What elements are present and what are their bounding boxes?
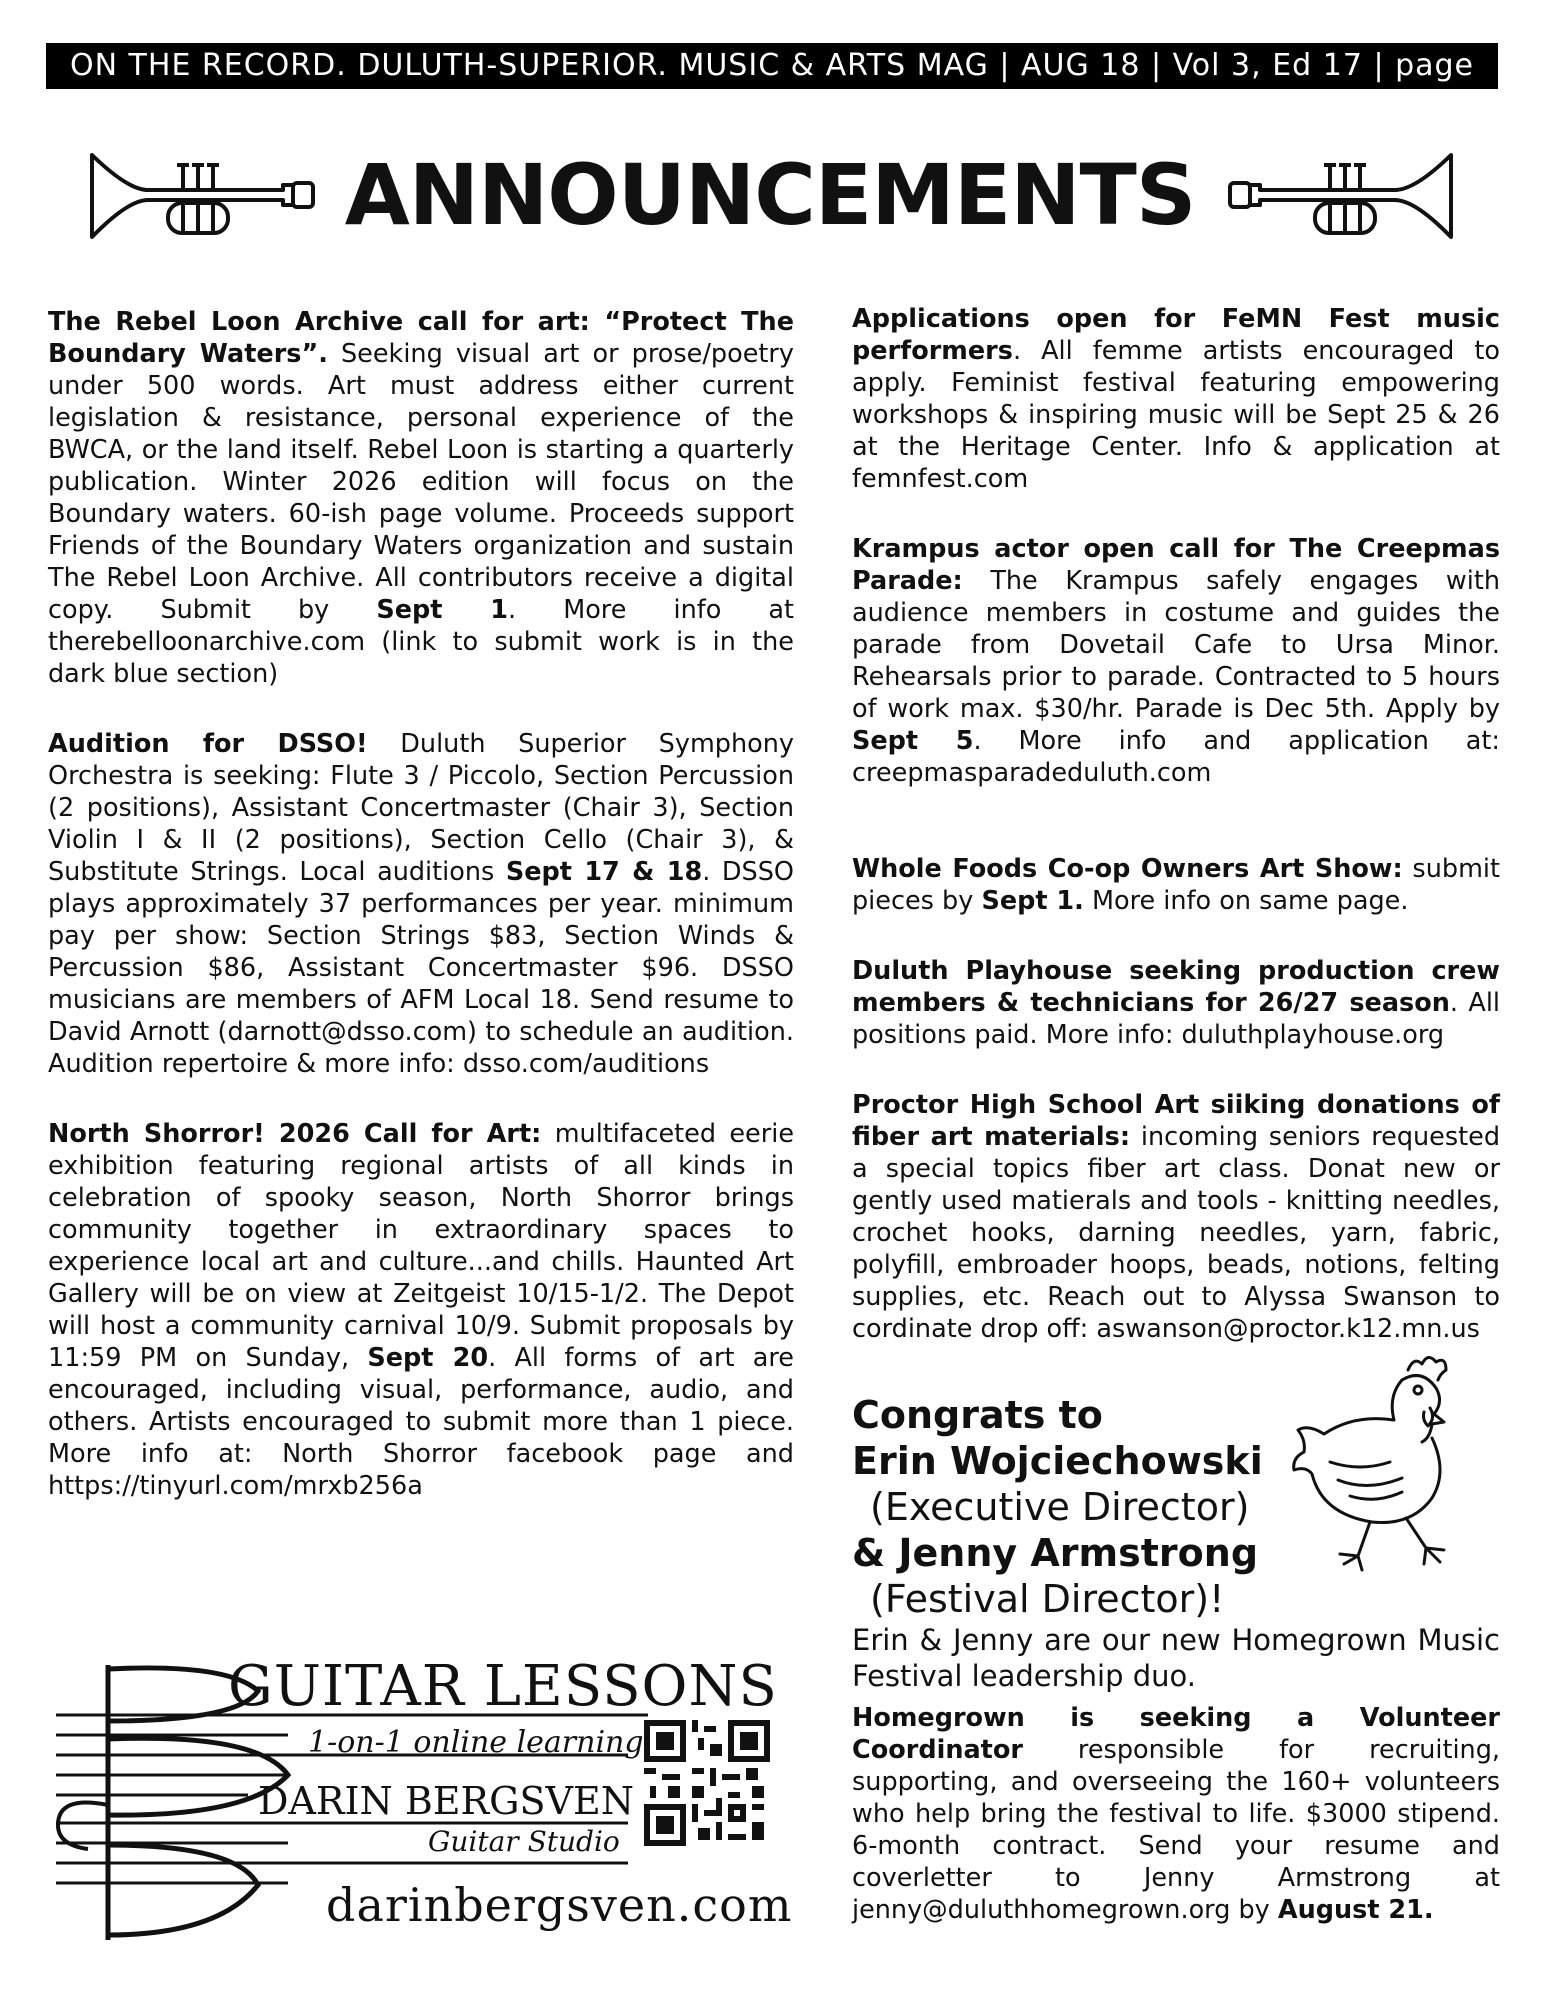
announcement-whole-foods bbox=[852, 853, 1500, 917]
announcement-text: . All forms of art are encouraged, including visual, performance, audio, and others. Artists encouraged to submit more than 1 piece. More info at: North Shorror facebook page and https://tinyurl.com/mrxb256a bbox=[48, 1343, 794, 1501]
congrats-role-erin: (Executive Director) bbox=[870, 1485, 1250, 1529]
announcement-text: The Krampus safely engages with audience members in costume and guides the parade from Dovetail Cafe to Ursa Minor. Rehearsals prior to parade. Contracted to 5 hours of work max. $30/hr. Parade is Dec 5th. Apply by bbox=[852, 566, 1500, 724]
trumpet-icon bbox=[88, 145, 318, 245]
announcement-dsso bbox=[48, 728, 794, 1080]
announcement-deadline: Sept 5 bbox=[852, 726, 974, 756]
trumpet-icon bbox=[1225, 145, 1455, 245]
announcement-text: submit pieces by bbox=[852, 854, 1500, 916]
announcement-heading: The Rebel Loon Archive call for art: “Protect The Boundary Waters”. bbox=[48, 307, 794, 369]
title-row bbox=[0, 135, 1545, 255]
announcement-north-shorror bbox=[48, 1118, 794, 1502]
announcement-deadline: Sept 1 bbox=[376, 595, 509, 625]
congrats-line: Congrats to bbox=[852, 1393, 1103, 1437]
announcement-heading: Krampus actor open call for The Creepmas Parade: bbox=[852, 534, 1500, 596]
announcement-rebel-loon bbox=[48, 306, 794, 690]
announcement-text: . All femme artists encouraged to apply. Feminist festival featuring empowering workshops & inspiring music will be Sept 25 & 26 at the Heritage Center. Info & application at femnfest.com bbox=[852, 336, 1500, 494]
announcement-heading: Whole Foods Co-op Owners Art Show: bbox=[852, 854, 1403, 884]
right-column bbox=[852, 303, 1500, 1383]
announcement-text: responsible for recruiting, supporting, and overseeing the 160+ volunteers who help bring the festival to life. $3000 stipend. 6-month contract. Send your resume and coverletter to Jenny Armstrong at jenny@duluthhomegrown.org by bbox=[852, 1735, 1500, 1925]
guitar-lessons-ad bbox=[48, 1654, 793, 1945]
announcement-text: More info on same page. bbox=[1083, 886, 1409, 916]
announcement-heading: Audition for DSSO! bbox=[48, 729, 368, 759]
congrats-block bbox=[852, 1392, 1272, 1622]
announcement-text: Duluth Superior Symphony Orchestra is seeking: Flute 3 / Piccolo, Section Percussion (2 positions), Assistant Concertmaster (Chair 3), Section Violin I & II (2 positions), Section Cello (Chair 3), & Substitute Strings. Local auditions bbox=[48, 729, 794, 887]
announcement-deadline: August 21. bbox=[1277, 1895, 1434, 1925]
announcement-volunteer-coordinator bbox=[852, 1702, 1500, 1926]
page-title: ANNOUNCEMENTS bbox=[344, 146, 1196, 244]
announcement-deadline: Sept 17 & 18 bbox=[505, 857, 703, 887]
rooster-icon bbox=[1290, 1350, 1490, 1590]
announcement-krampus bbox=[852, 533, 1500, 789]
announcement-proctor bbox=[852, 1089, 1500, 1345]
announcement-playhouse bbox=[852, 955, 1500, 1051]
header-bar: ON THE RECORD. DULUTH-SUPERIOR. MUSIC & ARTS MAG | AUG 18 | Vol 3, Ed 17 | page 10 bbox=[46, 43, 1498, 89]
announcement-text: . More info and application at: creepmasparadeduluth.com bbox=[852, 726, 1500, 788]
ad-name: DARIN BERGSVEN bbox=[258, 1779, 634, 1823]
announcement-deadline: Sept 20 bbox=[367, 1343, 489, 1373]
ad-title: GUITAR LESSONS bbox=[228, 1654, 778, 1719]
congrats-duo-text: Erin & Jenny are our new Homegrown Music Festival leadership duo. bbox=[852, 1623, 1500, 1693]
announcement-heading: Proctor High School Art siiking donations of fiber art materials: bbox=[852, 1090, 1500, 1152]
announcement-text: . DSSO plays approximately 37 performances per year. minimum pay per show: Section Strings $83, Section Winds & Percussion $86, Assistant Concertmaster $96. DSSO musicians are members of AFM Local 18. Send resume to David Arnott (darnott@dsso.com) to schedule an audition. Audition repertoire & more info: dsso.com/auditions bbox=[48, 857, 795, 1079]
announcement-text: . All positions paid. More info: duluthplayhouse.org bbox=[852, 988, 1500, 1050]
announcement-heading: Duluth Playhouse seeking production crew members & technicians for 26/27 season bbox=[852, 956, 1500, 1018]
ad-subtitle: 1-on-1 online learning bbox=[308, 1725, 644, 1760]
announcement-heading: Applications open for FeMN Fest music performers bbox=[852, 304, 1500, 366]
announcement-text: . More info at therebelloonarchive.com (link to submit work is in the dark blue section) bbox=[48, 595, 795, 689]
ad-studio: Guitar Studio bbox=[428, 1825, 620, 1858]
announcement-deadline: Sept 1. bbox=[981, 886, 1084, 916]
announcement-femn-fest bbox=[852, 303, 1500, 495]
congrats-role-jenny: (Festival Director)! bbox=[870, 1577, 1225, 1621]
announcement-text: Seeking visual art or prose/poetry under 500 words. Art must address either current legislation & resistance, personal experience of the BWCA, or the land itself. Rebel Loon is starting a quarterly publication. Winter 2026 edition will focus on the Boundary waters. 60-ish page volume. Proceeds support Friends of the Boundary Waters organization and sustain The Rebel Loon Archive. All contributors receive a digital copy. Submit by bbox=[48, 339, 794, 625]
announcement-text: multifaceted eerie exhibition featuring regional artists of all kinds in celebration of spooky season, North Shorror brings community together in extraordinary spaces to experience local art and culture...and chills. Haunted Art Gallery will be on view at Zeitgeist 10/15-1/2. The Depot will host a community carnival 10/9. Submit proposals by 11:59 PM on Sunday, bbox=[48, 1119, 795, 1373]
qr-code-icon[interactable] bbox=[644, 1719, 770, 1847]
congrats-name-jenny: & Jenny Armstrong bbox=[852, 1531, 1259, 1575]
announcement-heading: North Shorror! 2026 Call for Art: bbox=[48, 1119, 542, 1149]
left-column bbox=[48, 306, 794, 1540]
announcement-text: incoming seniors requested a special topics fiber art class. Donat new or gently used matierals and tools - knitting needles, crochet hooks, darning needles, yarn, fabric, polyfill, embroader hoops, beads, notions, felting supplies, etc. Reach out to Alyssa Swanson to cordinate drop off: aswanson@proctor.k12.mn.us bbox=[852, 1122, 1501, 1344]
ad-url: darinbergsven.com bbox=[326, 1878, 793, 1932]
announcement-heading: Homegrown is seeking a Volunteer Coordinator bbox=[852, 1703, 1500, 1765]
congrats-name-erin: Erin Wojciechowski bbox=[852, 1439, 1263, 1483]
